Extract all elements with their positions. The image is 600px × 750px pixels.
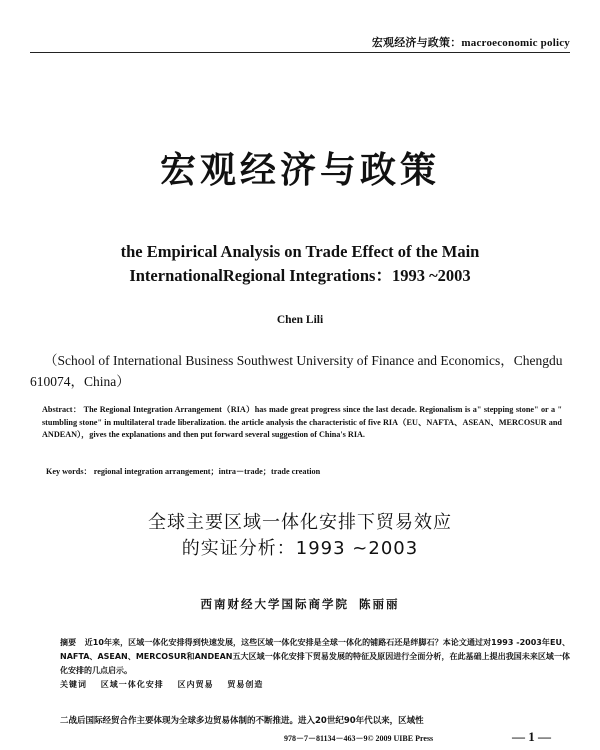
keywords-label: Key words： [46,467,92,476]
chinese-abstract-label: 摘要 [60,638,77,647]
chinese-keyword-1: 区域一体化安排 [100,680,164,689]
chinese-keywords [60,679,570,690]
footer-isbn: 978－7－81134－463－9© 2009 UIBE Press [284,734,434,743]
abstract-text: The Regional Integration Arrangement（RIA）has made great progress since the last decade. Regionalism is a" stepping stone" or a " stumbling stone" in multilateral trade liberalization. the article analysis the characteristic of five RIA（EU、NAFTA、ASEAN、MERCOSUR and ANDEAN），gives the explanations and then put forward several suggestion of China's RIA. [42,405,562,439]
chinese-abstract [60,636,570,678]
chinese-title-line-1: 全球主要区域一体化安排下贸易效应 [148,512,452,533]
section-title: 宏观经济与政策 [159,149,440,191]
english-keywords [46,466,566,477]
english-title [40,240,560,288]
english-author: Chen Lili [276,314,324,326]
abstract-label: Abstract： [42,405,82,414]
chinese-keyword-2: 区内贸易 [177,680,214,689]
chinese-author [0,596,600,612]
page-number: — 1 — [512,729,551,744]
english-affiliation: （School of International Business Southwest University of Finance and Economics，Chengdu 610074，China） [30,353,563,389]
chinese-abstract-text: 近10年来，区域一体化安排得到快速发展，这些区域一体化安排是全球一体化的铺路石还是绊脚石？本论文通过对1993 -2003年EU、NAFTA、ASEAN、MERCOSUR和ANDEAN五大区域一体化安排下贸易发展的特征及原因进行全面分析，在此基础上提出我国未来区域一体化安排的几点启示。 [60,638,571,675]
chinese-author-name: 陈丽丽 [359,597,400,611]
header-rule [30,52,570,53]
chinese-keywords-label: 关键词 [60,680,87,689]
english-title-line-2: InternationalRegional Integrations：1993 ~2003 [129,266,471,285]
running-head: 宏观经济与政策：macroeconomic policy [371,37,570,49]
chinese-affiliation: 西南财经大学国际商学院 [200,597,349,611]
chinese-title-line-2: 的实证分析：1993 ~2003 [181,538,419,559]
english-title-line-1: the Empirical Analysis on Trade Effect of the Main [120,242,480,261]
chinese-keyword-3: 贸易创造 [227,680,264,689]
english-abstract [42,404,562,442]
chinese-title [0,510,600,562]
body-text-start: 二战后国际经贸合作主要体现为全球多边贸易体制的不断推进。进入20世纪90年代以来，区域性 [60,716,424,726]
keywords-text: regional integration arrangement；intra－trade；trade creation [93,467,321,476]
